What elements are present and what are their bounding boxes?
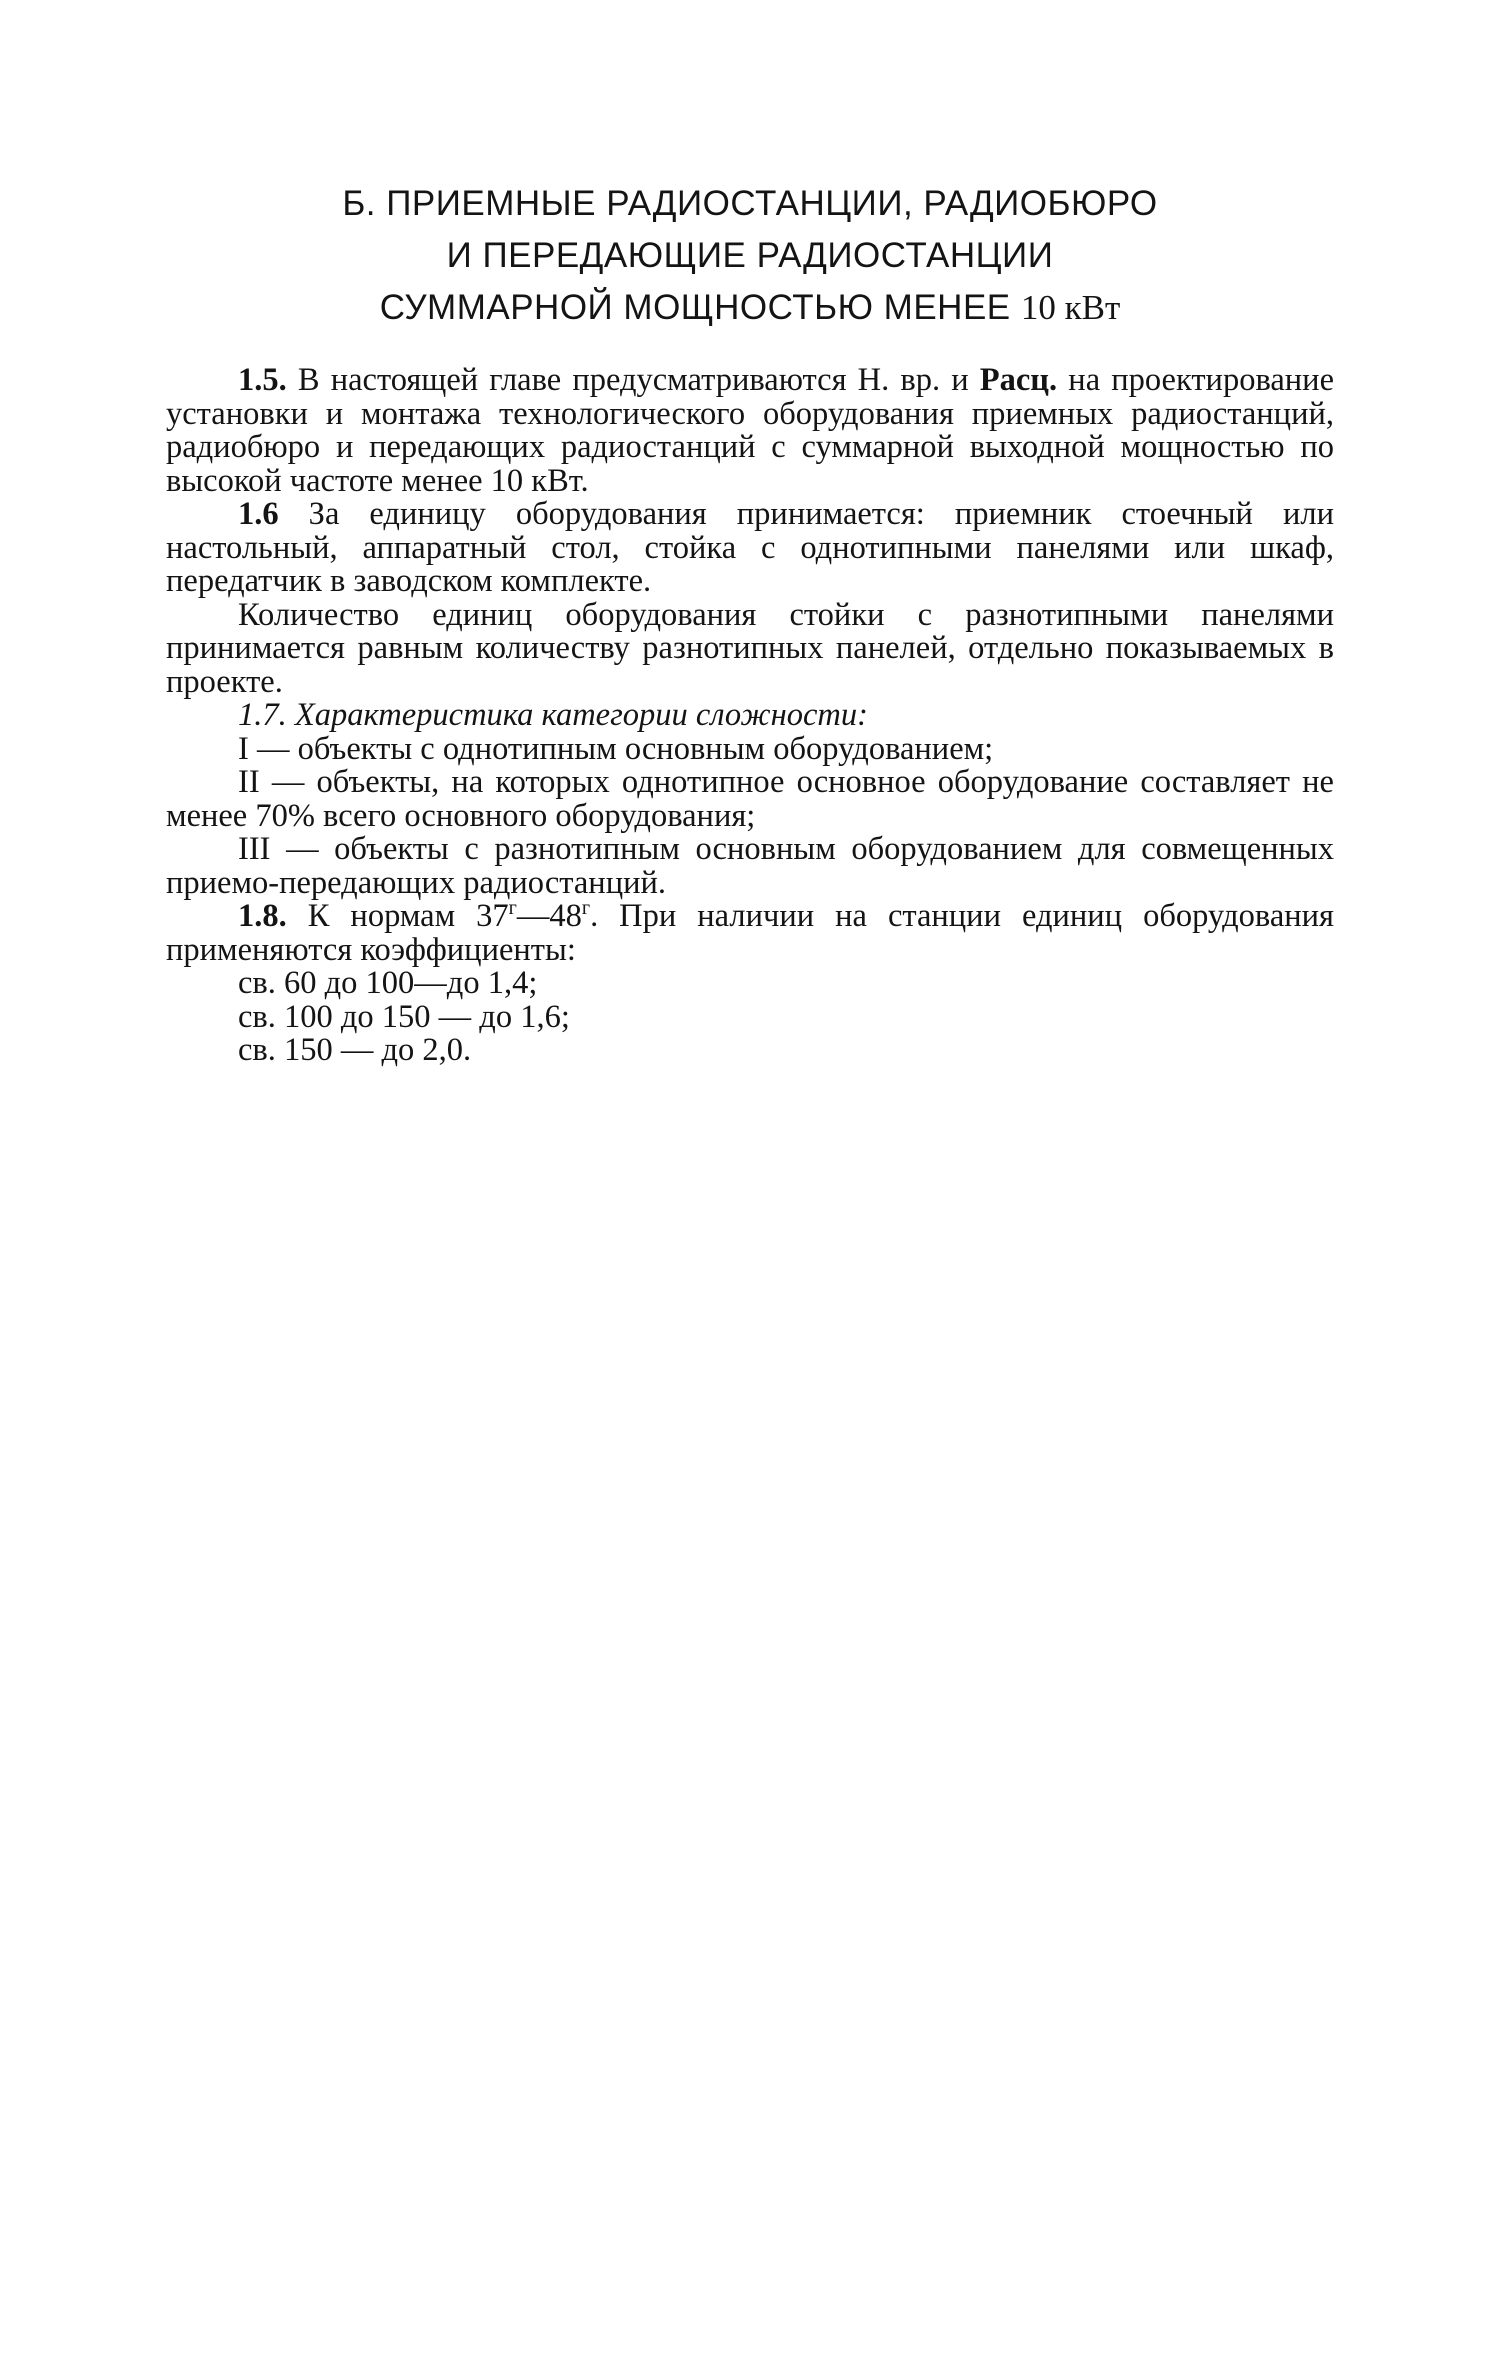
section-heading (166, 178, 1334, 334)
coefficient-1: св. 60 до 100—до 1,4; (238, 965, 538, 1001)
superscript: г (508, 897, 517, 920)
paragraph-text: на проектирование установки и монтажа технологического оборудования приемных радиостанций, радиобюро и передающих радиостанций с суммарной выходной мощностью по высокой частоте менее 10 кВт. (166, 362, 1334, 499)
heading-line-1: Б. ПРИЕМНЫЕ РАДИОСТАНЦИИ, РАДИОБЮРО (342, 184, 1158, 223)
paragraph-1-6 (166, 498, 1334, 599)
paragraph-text: —48 (516, 898, 582, 934)
document-page (166, 178, 1334, 1068)
heading-line-2: И ПЕРЕДАЮЩИЕ РАДИОСТАНЦИИ (446, 236, 1054, 275)
paragraph-text: К нормам 37 (286, 898, 509, 934)
clause-number: 1.7. (238, 697, 287, 733)
coefficient-2: св. 100 до 150 — до 1,6; (238, 998, 570, 1035)
paragraph-text: . При наличии на станции единиц оборудования применяются коэффициенты: (166, 898, 1334, 968)
clause-number: 1.8. (238, 898, 287, 934)
paragraph-title: Характеристика категории сложности: (286, 697, 868, 733)
heading-line-3-unit: 10 кВт (1020, 288, 1121, 327)
paragraph-text: За единицу оборудования принимается: приемник стоечный или настольный, аппаратный стол, стойка с однотипными панелями или шкаф, передатчик в заводском комплекте. (166, 496, 1334, 599)
heading-line-3 (166, 282, 1334, 334)
document-body (166, 364, 1334, 1068)
clause-number: 1.5. (238, 362, 287, 398)
bold-term: Расц. (979, 362, 1058, 398)
paragraph-1-5 (166, 364, 1334, 498)
paragraph-text: В настоящей главе предусматриваются Н. вр. и (286, 362, 980, 398)
paragraph-1-6-continued: Количество единиц оборудования стойки с разнотипными панелями принимается равным количеству разнотипных панелей, отдельно показываемых в проекте. (166, 596, 1334, 700)
superscript: г (581, 897, 591, 920)
heading-line-3-text: СУММАРНОЙ МОЩНОСТЬЮ МЕНЕЕ (379, 288, 1011, 327)
paragraph-1-7 (166, 699, 1334, 733)
category-3: III — объекты с разнотипным основным оборудованием для совмещенных приемо-передающих радиостанций. (166, 831, 1334, 901)
coefficient-3: св. 150 — до 2,0. (238, 1032, 472, 1068)
category-2: II — объекты, на которых однотипное основное оборудование составляет не менее 70% всего основного оборудования; (166, 764, 1334, 834)
paragraph-1-8 (166, 897, 1334, 968)
category-1: I — объекты с однотипным основным оборудованием; (238, 730, 994, 767)
clause-number: 1.6 (238, 496, 279, 532)
